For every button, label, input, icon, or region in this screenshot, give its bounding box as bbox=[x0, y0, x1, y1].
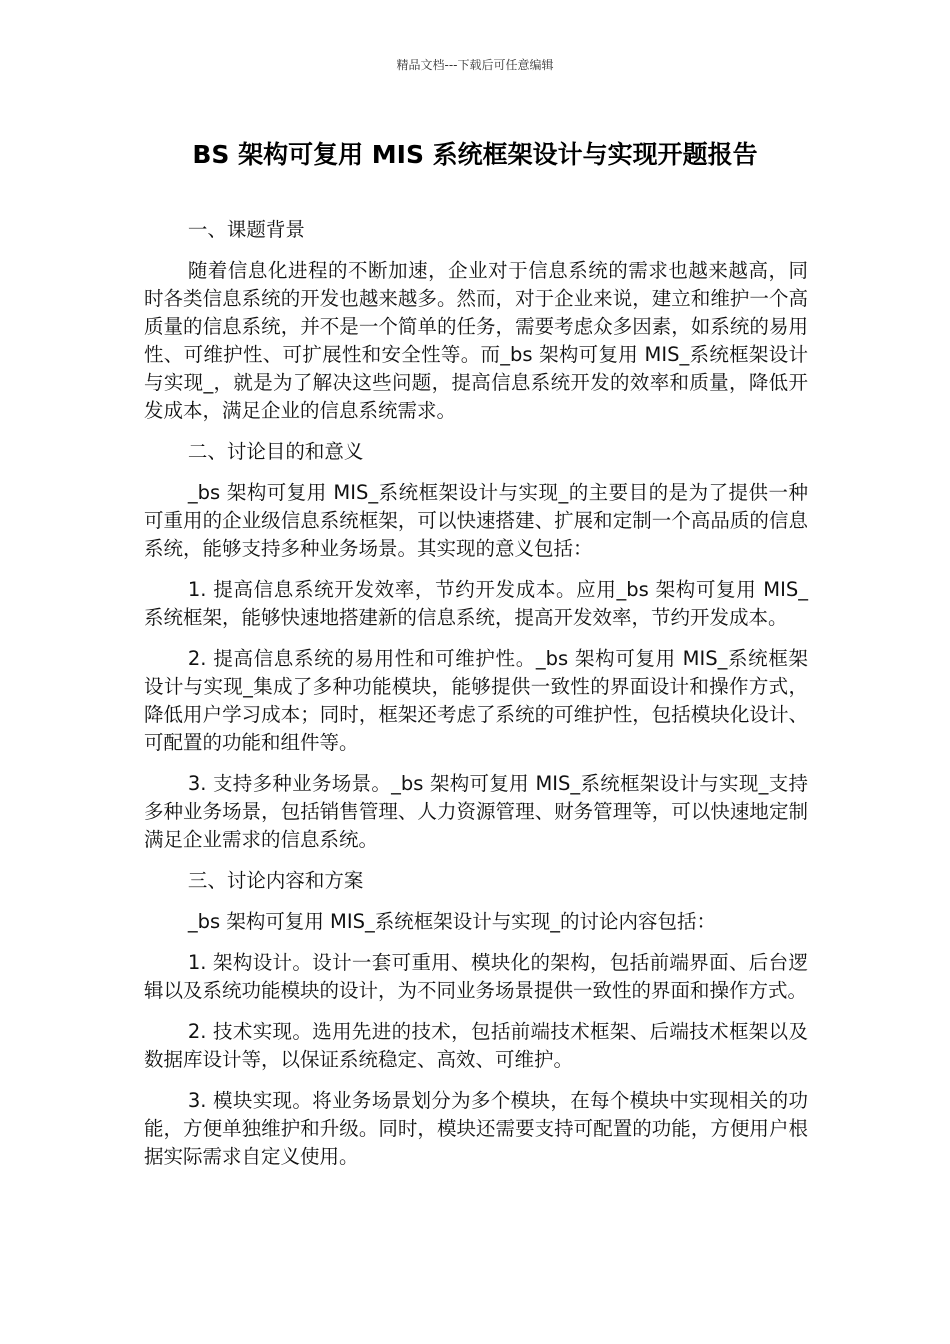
document-body bbox=[144, 216, 808, 1184]
list-item: 1. 架构设计。设计一套可重用、模块化的架构，包括前端界面、后台逻辑以及系统功能模块的设计，为不同业务场景提供一致性的界面和操作方式。 bbox=[144, 951, 808, 1002]
list-item: 2. 提高信息系统的易用性和可维护性。_bs 架构可复用 MIS_系统框架设计与实现_集成了多种功能模块，能够提供一致性的界面设计和操作方式，降低用户学习成本；同时，框架还考虑了系统的可维护性，包括模块化设计、可配置的功能和组件等。 bbox=[144, 647, 808, 754]
section-heading-content: 三、讨论内容和方案 bbox=[187, 869, 364, 892]
list-item: 3. 支持多种业务场景。_bs 架构可复用 MIS_系统框架设计与实现_支持多种业务场景，包括销售管理、人力资源管理、财务管理等，可以快速地定制满足企业需求的信息系统。 bbox=[144, 772, 808, 851]
paragraph: _bs 架构可复用 MIS_系统框架设计与实现_的主要目的是为了提供一种可重用的企业级信息系统框架，可以快速搭建、扩展和定制一个高品质的信息系统，能够支持多种业务场景。其实现的意义包括： bbox=[144, 481, 808, 560]
list-item: 1. 提高信息系统开发效率，节约开发成本。应用_bs 架构可复用 MIS_系统框架，能够快速地搭建新的信息系统，提高开发效率，节约开发成本。 bbox=[144, 578, 808, 629]
paragraph: 随着信息化进程的不断加速，企业对于信息系统的需求也越来越高，同时各类信息系统的开发也越来越多。然而，对于企业来说，建立和维护一个高质量的信息系统，并不是一个简单的任务，需要考虑众多因素，如系统的易用性、可维护性、可扩展性和安全性等。而_bs 架构可复用 MIS_系统框架设计与实现_，就是为了解决这些问题，提高信息系统开发的效率和质量，降低开发成本，满足企业的信息系统需求。 bbox=[144, 259, 808, 422]
list-item: 3. 模块实现。将业务场景划分为多个模块，在每个模块中实现相关的功能，方便单独维护和升级。同时，模块还需要支持可配置的功能，方便用户根据实际需求自定义使用。 bbox=[144, 1089, 808, 1168]
section-heading-purpose: 二、讨论目的和意义 bbox=[187, 440, 364, 463]
page-header: 精品文档---下载后可任意编辑 bbox=[396, 58, 554, 72]
paragraph: _bs 架构可复用 MIS_系统框架设计与实现_的讨论内容包括： bbox=[187, 910, 717, 933]
list-item: 2. 技术实现。选用先进的技术，包括前端技术框架、后端技术框架以及数据库设计等，以保证系统稳定、高效、可维护。 bbox=[144, 1020, 808, 1071]
document-title: BS 架构可复用 MIS 系统框架设计与实现开题报告 bbox=[192, 140, 758, 169]
section-heading-background: 一、课题背景 bbox=[187, 218, 305, 241]
